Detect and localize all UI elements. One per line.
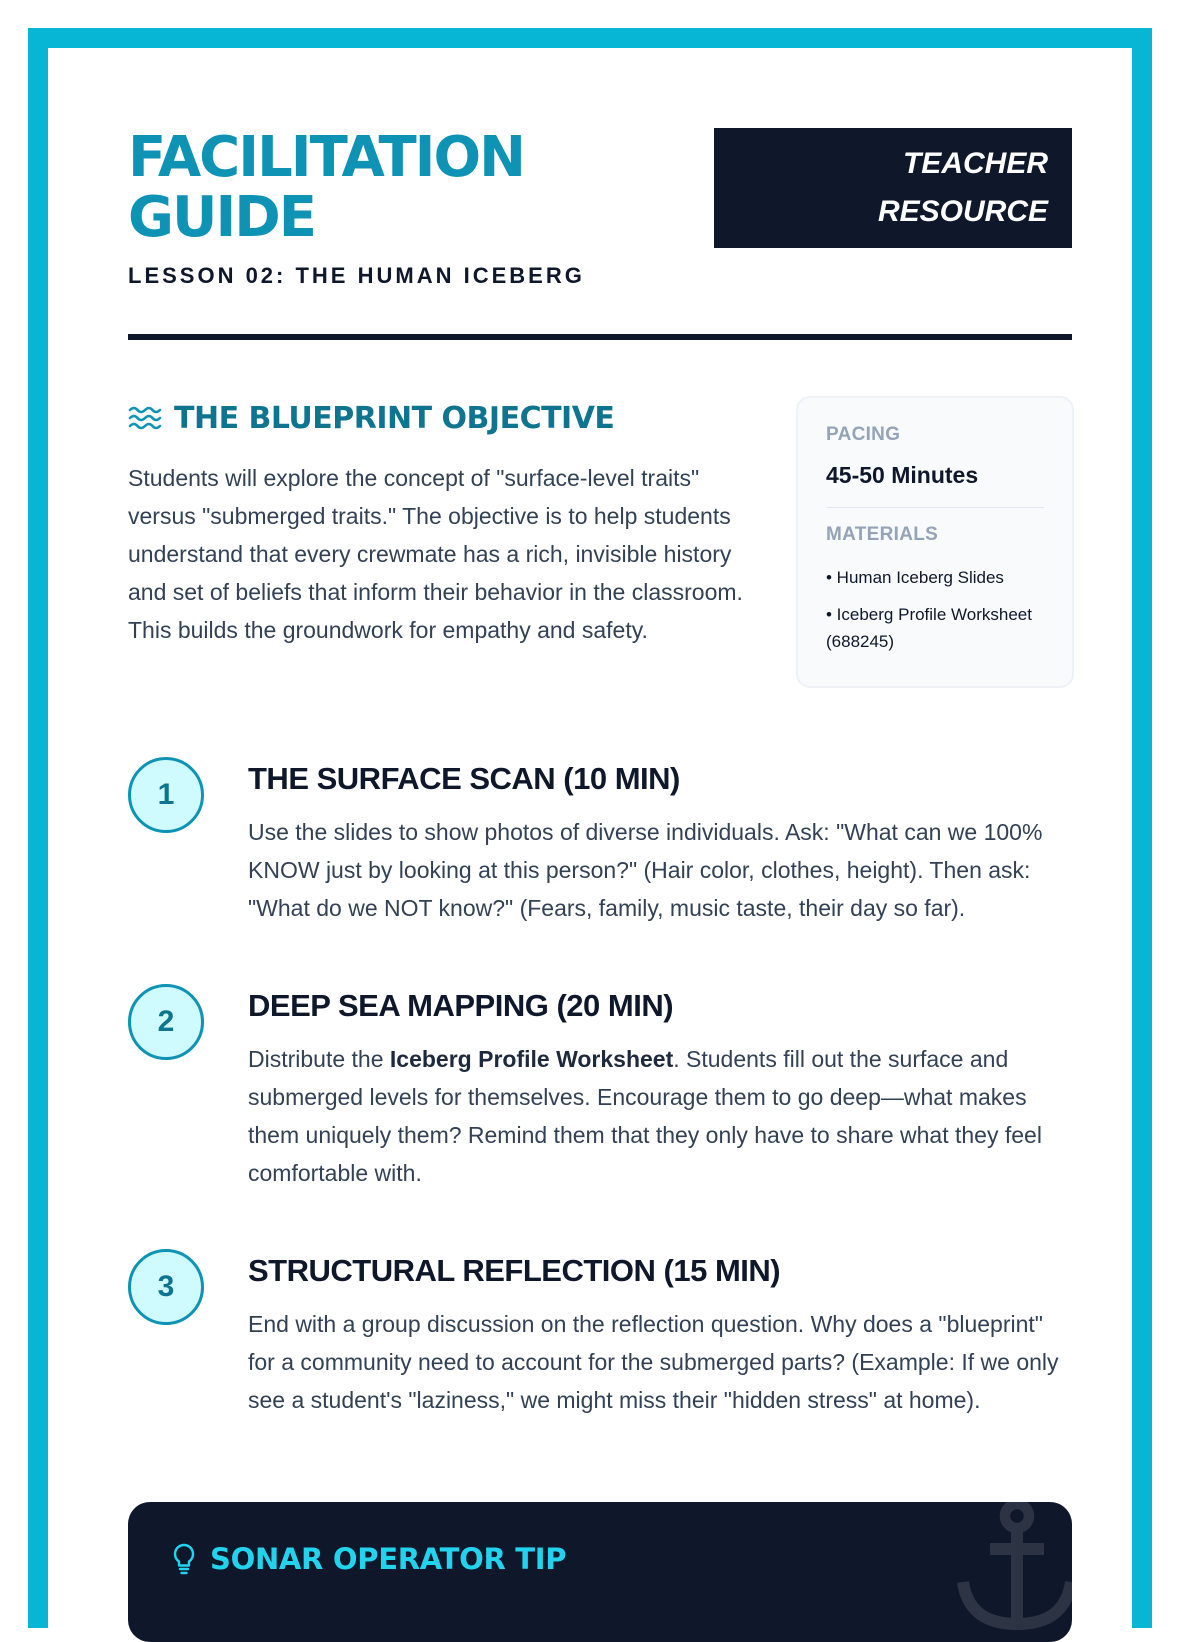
lesson-subtitle: LESSON 02: THE HUMAN ICEBERG bbox=[128, 263, 585, 288]
step-body: End with a group discussion on the reflection question. Why does a "blueprint" for a community need to account for the submerged parts? (Example: If we only see a student's "laziness," we might miss their "hidden stress" at home). bbox=[248, 1311, 1059, 1413]
step-title: THE SURFACE SCAN (10 MIN) bbox=[248, 761, 680, 796]
step-title: STRUCTURAL REFLECTION (15 MIN) bbox=[248, 1253, 781, 1288]
header-divider bbox=[128, 334, 1072, 340]
pacing-value: 45-50 Minutes bbox=[826, 462, 979, 488]
pacing-label: PACING bbox=[826, 424, 901, 445]
step-body-text: . Students fill out the surface and submerged levels for themselves. Encourage them to go deep—what makes them uniquely them? Remind them that they only have to share what they feel comfortable with. bbox=[248, 1046, 1042, 1186]
teacher-resource-badge bbox=[714, 128, 1072, 248]
objective-section bbox=[128, 395, 748, 649]
material-item: • Iceberg Profile Worksheet (688245) bbox=[826, 605, 1032, 651]
step-body: Use the slides to show photos of diverse individuals. Ask: "What can we 100% KNOW just by looking at this person?" (Hair color, clothes, height). Then ask: "What do we NOT know?" (Fears, family, music taste, their day so far). bbox=[248, 819, 1043, 921]
lightbulb-icon bbox=[172, 1543, 196, 1575]
page-title-line-2: GUIDE bbox=[128, 185, 316, 250]
pacing-materials-card bbox=[796, 396, 1074, 688]
worksheet-name: Iceberg Profile Worksheet bbox=[389, 1046, 674, 1072]
step-title: DEEP SEA MAPPING (20 MIN) bbox=[248, 988, 674, 1023]
page-header bbox=[128, 125, 1072, 288]
objective-heading bbox=[128, 395, 748, 441]
tip-title: SONAR OPERATOR TIP bbox=[210, 1542, 567, 1576]
objective-title: THE BLUEPRINT OBJECTIVE bbox=[174, 400, 615, 436]
badge-line-1: TEACHER bbox=[902, 147, 1048, 180]
step-body-text: Distribute the bbox=[248, 1046, 390, 1072]
step-number-badge: 1 bbox=[128, 757, 204, 833]
anchor-icon bbox=[942, 1502, 1072, 1642]
badge-line-2: RESOURCE bbox=[877, 195, 1048, 228]
page-title-line-1: FACILITATION bbox=[128, 125, 524, 190]
sonar-tip-box bbox=[128, 1502, 1072, 1642]
material-item: • Human Iceberg Slides bbox=[826, 568, 1004, 587]
waves-icon bbox=[128, 403, 162, 433]
step-body bbox=[248, 1040, 1070, 1192]
objective-text: Students will explore the concept of "surface-level traits" versus "submerged traits." The objective is to help students understand that every crewmate has a rich, invisible history and set of beliefs that inform their behavior in the classroom. This builds the groundwork for empathy and safety. bbox=[128, 465, 743, 643]
tip-heading bbox=[172, 1542, 566, 1576]
step-number-badge: 3 bbox=[128, 1249, 204, 1325]
card-divider bbox=[826, 507, 1044, 508]
materials-label: MATERIALS bbox=[826, 524, 939, 545]
step-number-badge: 2 bbox=[128, 984, 204, 1060]
